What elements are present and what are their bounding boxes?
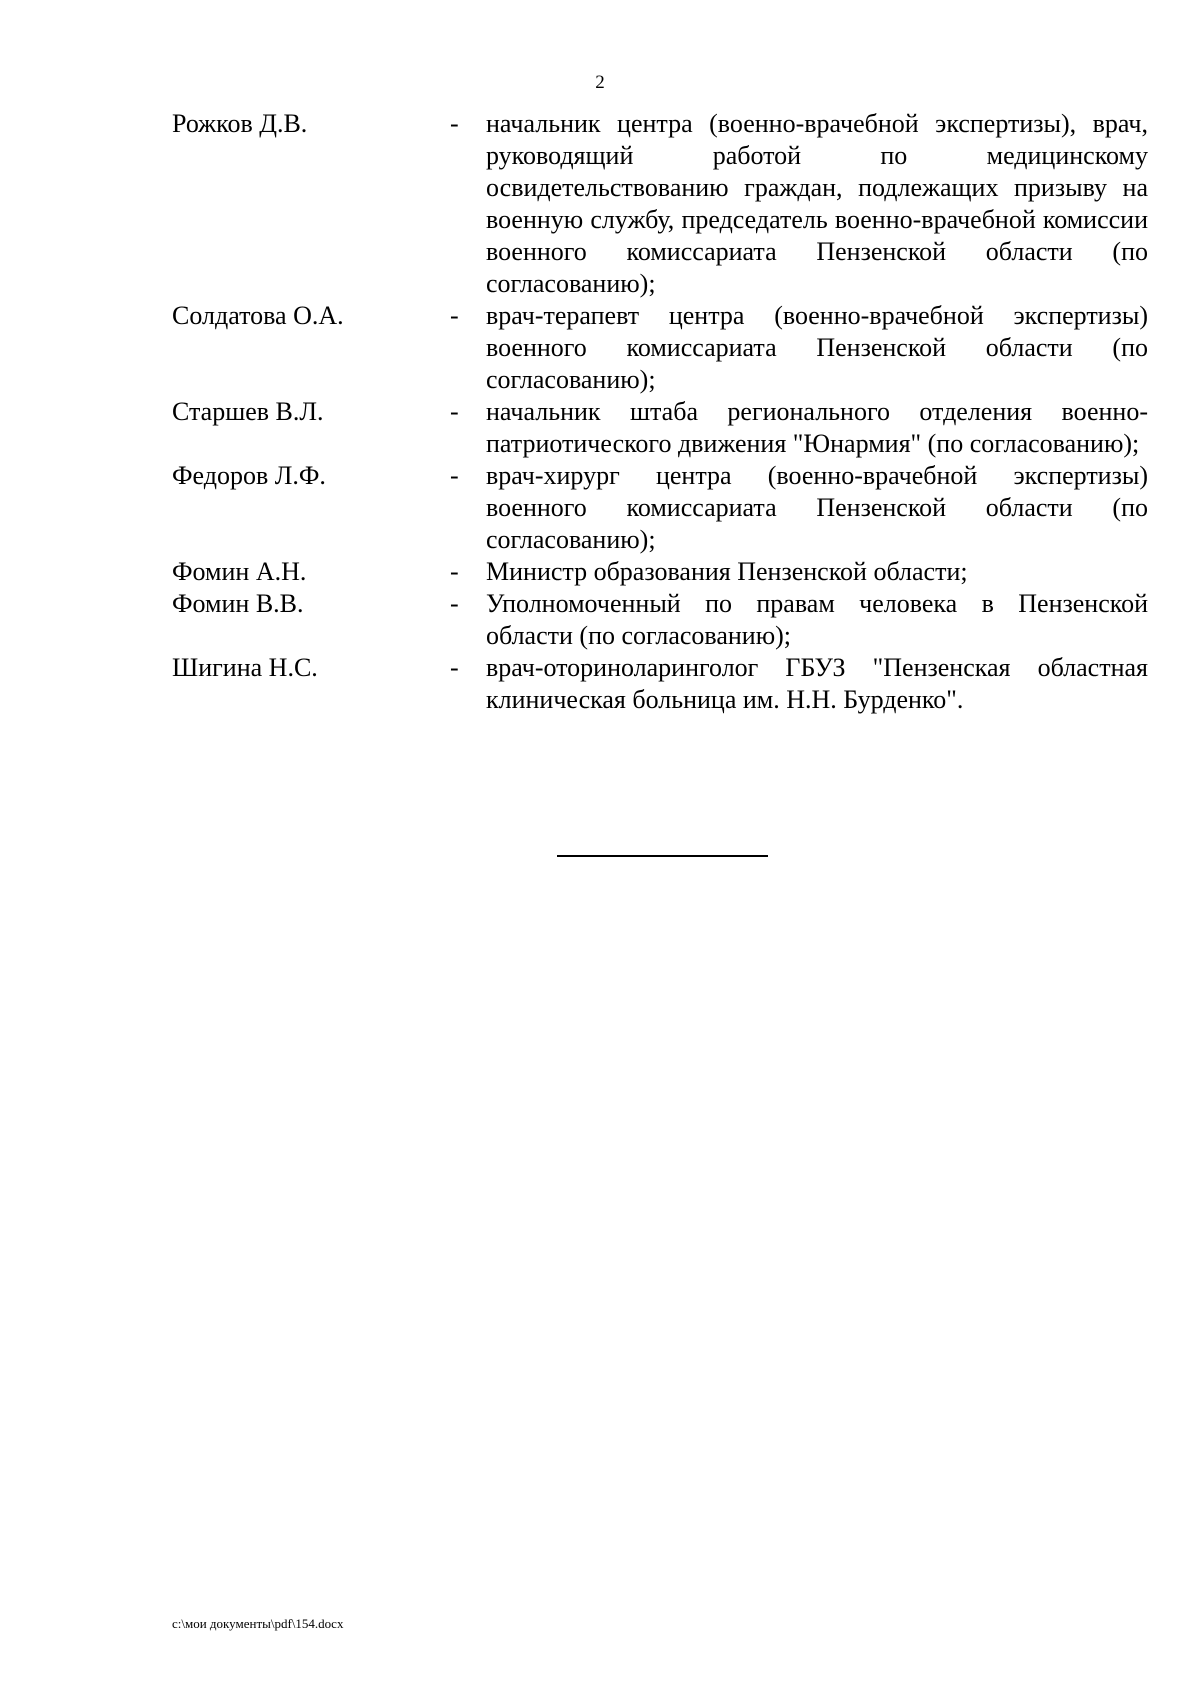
member-description: Министр образования Пензенской области;	[486, 557, 968, 586]
member-dash: -	[450, 653, 459, 682]
member-row	[172, 556, 1148, 588]
member-dash: -	[450, 589, 459, 618]
member-description: начальник центра (военно-врачебной экспертизы), врач, руководящий работой по медицинскому освидетельствованию граждан, подлежащих призыву на военную службу, председатель военно-врачебной комиссии военного комиссариата Пензенской области (по согласованию);	[486, 109, 1148, 298]
member-row	[172, 588, 1148, 652]
member-dash: -	[450, 461, 459, 490]
member-name: Солдатова О.А.	[172, 301, 344, 330]
member-name: Шигина Н.С.	[172, 653, 318, 682]
member-name: Фомин А.Н.	[172, 557, 307, 586]
member-description: врач-хирург центра (военно-врачебной экспертизы) военного комиссариата Пензенской области (по согласованию);	[486, 461, 1148, 554]
page-number: 2	[595, 72, 605, 93]
member-description: врач-терапевт центра (военно-врачебной экспертизы) военного комиссариата Пензенской области (по согласованию);	[486, 301, 1148, 394]
member-row	[172, 300, 1148, 396]
member-row	[172, 460, 1148, 556]
member-name: Старшев В.Л.	[172, 397, 324, 426]
member-dash: -	[450, 397, 459, 426]
member-row	[172, 396, 1148, 460]
member-name: Фомин В.В.	[172, 589, 304, 618]
closing-divider-line	[557, 855, 768, 857]
member-dash: -	[450, 109, 459, 138]
member-dash: -	[450, 301, 459, 330]
member-name: Федоров Л.Ф.	[172, 461, 326, 490]
member-description: Уполномоченный по правам человека в Пензенской области (по согласованию);	[486, 589, 1148, 650]
footer-file-path: c:\мои документы\pdf\154.docx	[172, 1616, 344, 1631]
member-row	[172, 108, 1148, 300]
member-dash: -	[450, 557, 459, 586]
member-name: Рожков Д.В.	[172, 109, 308, 138]
member-row	[172, 652, 1148, 716]
members-list	[172, 108, 1148, 716]
member-description: начальник штаба регионального отделения военно-патриотического движения "Юнармия" (по согласованию);	[486, 397, 1148, 458]
member-description: врач-оториноларинголог ГБУЗ "Пензенская областная клиническая больница им. Н.Н. Бурденко".	[486, 653, 1148, 714]
